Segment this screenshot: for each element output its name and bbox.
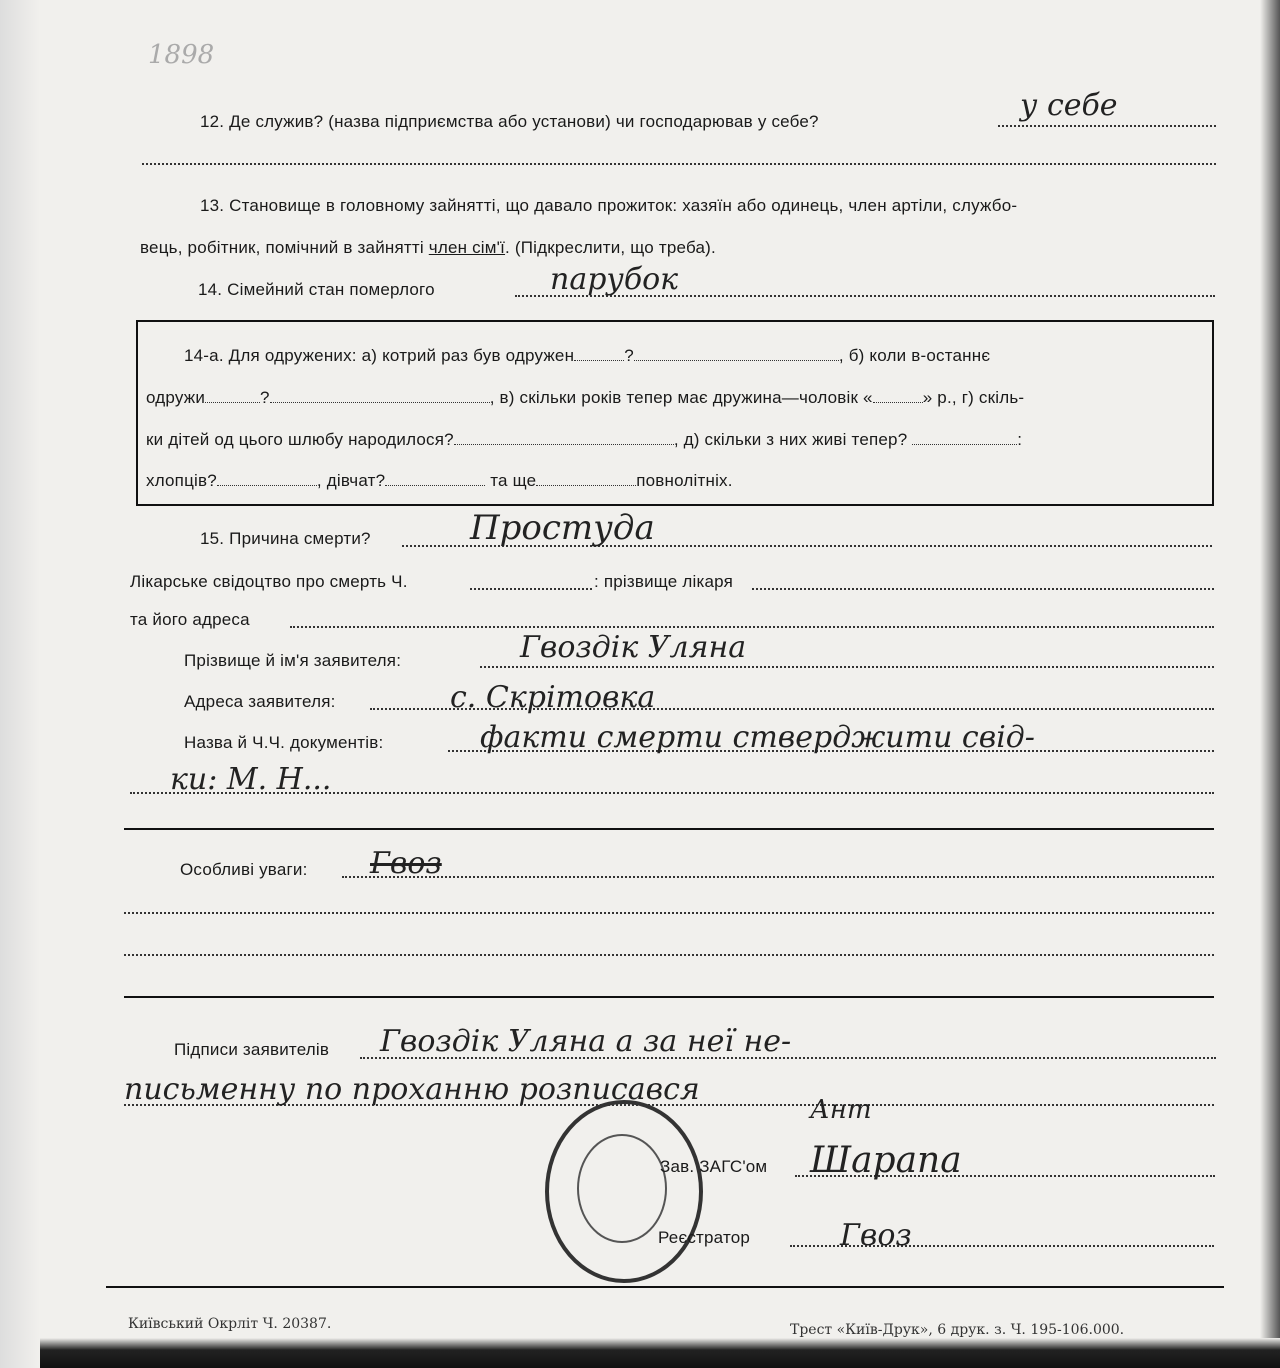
q13-line1: 13. Становище в головному зайнятті, що давало прожиток: хазяїн або одинець, член артіли, службо- xyxy=(200,196,1018,215)
documents-value: факти смерти стверджити свід- xyxy=(480,720,1035,755)
q14a-boys-label: хлопців? xyxy=(146,471,217,490)
notes-line-2 xyxy=(124,912,1214,914)
q15-label: 15. Причина смерти? xyxy=(200,529,371,548)
registrar-label: Реєстратор xyxy=(658,1228,751,1247)
doctor-name-line xyxy=(752,588,1214,590)
applicant-address-label: Адреса заявителя: xyxy=(184,692,336,711)
signature-value-2: письменну по проханню розписався xyxy=(124,1072,700,1107)
q14a-b-label: , б) коли в-останнє xyxy=(838,346,991,365)
doctor-address-line xyxy=(290,626,1214,628)
notes-value: Гвоз xyxy=(370,846,442,881)
signatures-label: Підписи заявителів xyxy=(174,1040,330,1059)
documents-value-2: ки: М. Н... xyxy=(170,762,332,797)
q14a-b-cont: одружи xyxy=(146,388,206,407)
q14a-line1 xyxy=(184,346,990,366)
notes-line xyxy=(342,876,1214,878)
q14a-more-label: та ще xyxy=(490,471,537,490)
registrar-signature: Гвоз xyxy=(840,1218,912,1253)
q13-options: вець, робітник, помічний в зайнятті xyxy=(140,238,429,257)
page-left-edge xyxy=(0,0,40,1368)
page-bottom-edge xyxy=(40,1338,1280,1368)
q12-continuation-line xyxy=(142,163,1216,165)
medical-cert-label: Лікарське свідоцтво про смерть Ч. xyxy=(130,572,408,591)
q12-answer: у себе xyxy=(1020,88,1118,123)
footer-left: Київський Окрліт Ч. 20387. xyxy=(128,1316,332,1332)
q12-field-line xyxy=(998,125,1216,127)
applicant-address-value: с. Скрітовка xyxy=(450,680,656,715)
divider xyxy=(124,996,1214,998)
zags-head-label: Зав. ЗАГС'ом xyxy=(660,1157,768,1176)
applicant-name-line xyxy=(480,666,1214,668)
q14-label: 14. Сімейний стан померлого xyxy=(198,280,435,299)
q14a-line3 xyxy=(146,430,1022,450)
q14a-q: ? xyxy=(624,346,634,365)
page-right-edge xyxy=(1260,0,1280,1368)
q14a-line4 xyxy=(146,471,733,491)
q12-label: 12. Де служив? (назва підприємства або установи) чи господарював у себе? xyxy=(200,112,819,131)
notes-line-3 xyxy=(124,954,1214,956)
q14a-a-label: 14-а. Для одружених: а) котрий раз був одружен xyxy=(184,346,575,365)
official-seal-stamp xyxy=(545,1100,703,1283)
applicant-name-value: Гвоздік Уляна xyxy=(520,630,747,665)
zags-head-signature: Шарапа xyxy=(810,1140,962,1181)
q13-instruction: . (Підкреслити, що треба). xyxy=(505,238,716,257)
doctor-address-label: та його адреса xyxy=(130,610,250,629)
doctor-name-label: : прізвище лікаря xyxy=(594,572,734,591)
q14a-children-label: ки дітей од цього шлюбу народилося? xyxy=(146,430,454,449)
q14a-colon: : xyxy=(1017,430,1023,449)
extra-signature: Ант xyxy=(810,1095,872,1125)
q14a-girls-label: , дівчат? xyxy=(316,471,386,490)
q14a-d-label: » р., г) скіль- xyxy=(922,388,1025,407)
corner-pencil-note: 1898 xyxy=(148,40,215,70)
q14-answer: парубок xyxy=(550,262,679,297)
q14a-adults-label: повнолітніх. xyxy=(636,471,733,490)
footer-right: Трест «Київ-Друк», 6 друк. з. Ч. 195-106.000. xyxy=(790,1322,1125,1338)
medical-cert-number-line xyxy=(470,588,592,590)
q14a-q2: ? xyxy=(260,388,270,407)
documents-label: Назва й Ч.Ч. документів: xyxy=(184,733,384,752)
q14a-alive-label: , д) скільки з них живі тепер? xyxy=(673,430,908,449)
q13-line2 xyxy=(140,238,716,258)
notes-label: Особливі уваги: xyxy=(180,860,308,879)
signature-value-1: Гвоздік Уляна а за неї не- xyxy=(380,1024,792,1059)
q14a-c-label: , в) скільки років тепер має дружина—чоловік « xyxy=(489,388,873,407)
divider xyxy=(124,828,1214,830)
q14a-line2 xyxy=(146,388,1024,408)
applicant-name-label: Прізвище й ім'я заявителя: xyxy=(184,651,402,670)
q15-answer: Простуда xyxy=(470,508,655,548)
q13-underlined-choice: член сім'ї xyxy=(428,238,506,257)
bottom-rule xyxy=(106,1286,1224,1288)
